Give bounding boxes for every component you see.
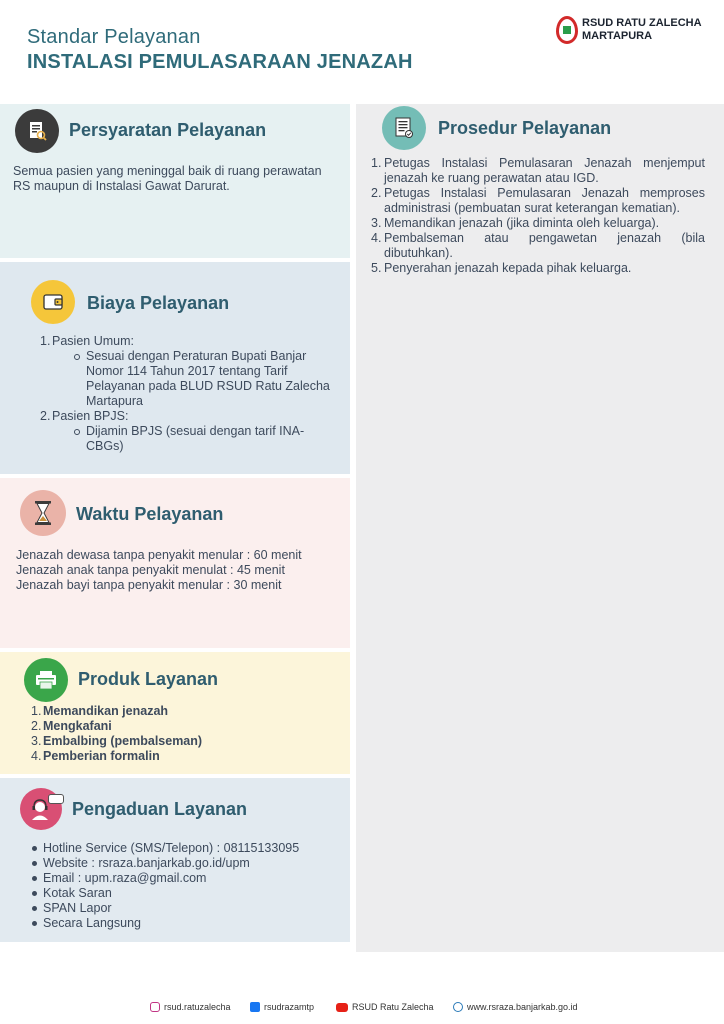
page-title-line2: INSTALASI PEMULASARAAN JENAZAH [27, 51, 413, 73]
logo-line2: MARTAPURA [582, 30, 653, 42]
logo-line1: RSUD RATU ZALECHA [582, 17, 702, 29]
list-item: Secara Langsung [31, 916, 341, 931]
footer-instagram-text: rsud.ratuzalecha [164, 1002, 231, 1012]
footer-youtube-text: RSUD Ratu Zalecha [352, 1002, 434, 1012]
printer-icon [24, 658, 68, 702]
footer-facebook-text: rsudrazamtp [264, 1002, 315, 1012]
list-item: Petugas Instalasi Pemulasaran Jenazah memproses administrasi (pembuatan surat keterangan kematian). [384, 186, 705, 215]
page-header [27, 26, 413, 74]
list-item: Dijamin BPJS (sesuai dengan tarif INA-CBGs) [74, 424, 330, 454]
hospital-emblem-icon [556, 16, 578, 44]
produk-list [31, 704, 331, 764]
prosedur-list [371, 156, 705, 276]
footer-instagram[interactable] [150, 1002, 231, 1012]
biaya-title: Biaya Pelayanan [87, 293, 230, 313]
list-item: Website : rsraza.banjarkab.go.id/upm [31, 856, 341, 871]
pengaduan-list [31, 841, 341, 931]
waktu-title: Waktu Pelayanan [76, 504, 224, 524]
list-item [40, 409, 330, 454]
waktu-line: Jenazah anak tanpa penyakit menulat : 45 menit [16, 563, 285, 577]
chat-bubble-icon [48, 794, 64, 804]
pengaduan-title: Pengaduan Layanan [72, 799, 248, 819]
produk-item-text: Mengkafani [43, 719, 112, 733]
persyaratan-title: Persyaratan Pelayanan [69, 120, 267, 140]
list-item: Email : upm.raza@gmail.com [31, 871, 341, 886]
produk-item-text: Pemberian formalin [43, 749, 160, 763]
list-item: Sesuai dengan Peraturan Bupati Banjar Nomor 114 Tahun 2017 tentang Tarif Pelayanan pada BLUD RSUD Ratu Zalecha Martapura [74, 349, 330, 409]
waktu-lines [16, 548, 346, 593]
persyaratan-card [0, 104, 350, 258]
checklist-icon [382, 106, 426, 150]
list-item: Memandikan jenazah (jika diminta oleh keluarga). [384, 216, 660, 230]
footer-website[interactable] [453, 1002, 578, 1012]
biaya-card [0, 262, 350, 474]
produk-item-text: Embalbing (pembalseman) [43, 734, 203, 748]
produk-card [0, 652, 350, 774]
biaya-item-label: Pasien Umum: [52, 334, 134, 348]
biaya-list [40, 334, 330, 454]
globe-icon [453, 1002, 463, 1012]
list-item [40, 334, 330, 409]
footer-facebook[interactable] [250, 1002, 314, 1012]
list-item [31, 734, 331, 749]
list-item: Pembalseman atau pengawetan jenazah (bila dibutuhkan). [384, 231, 705, 260]
prosedur-card [356, 104, 724, 952]
list-item [31, 749, 331, 764]
logo-text [582, 17, 702, 43]
footer-website-text: www.rsraza.banjarkab.go.id [467, 1002, 578, 1012]
prosedur-title: Prosedur Pelayanan [438, 118, 612, 138]
list-item: Penyerahan jenazah kepada pihak keluarga. [384, 261, 632, 275]
list-item: Hotline Service (SMS/Telepon) : 08115133095 [31, 841, 341, 856]
list-item: Kotak Saran [31, 886, 341, 901]
youtube-icon [336, 1003, 348, 1012]
page-title-line1: Standar Pelayanan [27, 26, 201, 48]
facebook-icon [250, 1002, 260, 1012]
list-item [31, 719, 331, 734]
document-search-icon [15, 109, 59, 153]
instagram-icon [150, 1002, 160, 1012]
list-item: Petugas Instalasi Pemulasaran Jenazah menjemput jenazah ke ruang perawatan atau IGD. [384, 156, 705, 185]
footer-youtube[interactable] [336, 1002, 434, 1012]
waktu-card [0, 478, 350, 648]
wallet-icon [31, 280, 75, 324]
footer [0, 1002, 724, 1016]
waktu-line: Jenazah dewasa tanpa penyakit menular : 60 menit [16, 548, 302, 562]
list-item: SPAN Lapor [31, 901, 341, 916]
hourglass-icon [20, 490, 66, 536]
persyaratan-text: Semua pasien yang meninggal baik di ruang perawatan RS maupun di Instalasi Gawat Darurat. [13, 164, 322, 193]
biaya-item-label: Pasien BPJS: [52, 409, 129, 423]
pengaduan-card [0, 778, 350, 942]
produk-title: Produk Layanan [78, 669, 219, 689]
list-item [31, 704, 331, 719]
hospital-logo [556, 16, 716, 48]
waktu-line: Jenazah bayi tanpa penyakit menular : 30 menit [16, 578, 282, 592]
produk-item-text: Memandikan jenazah [43, 704, 169, 718]
